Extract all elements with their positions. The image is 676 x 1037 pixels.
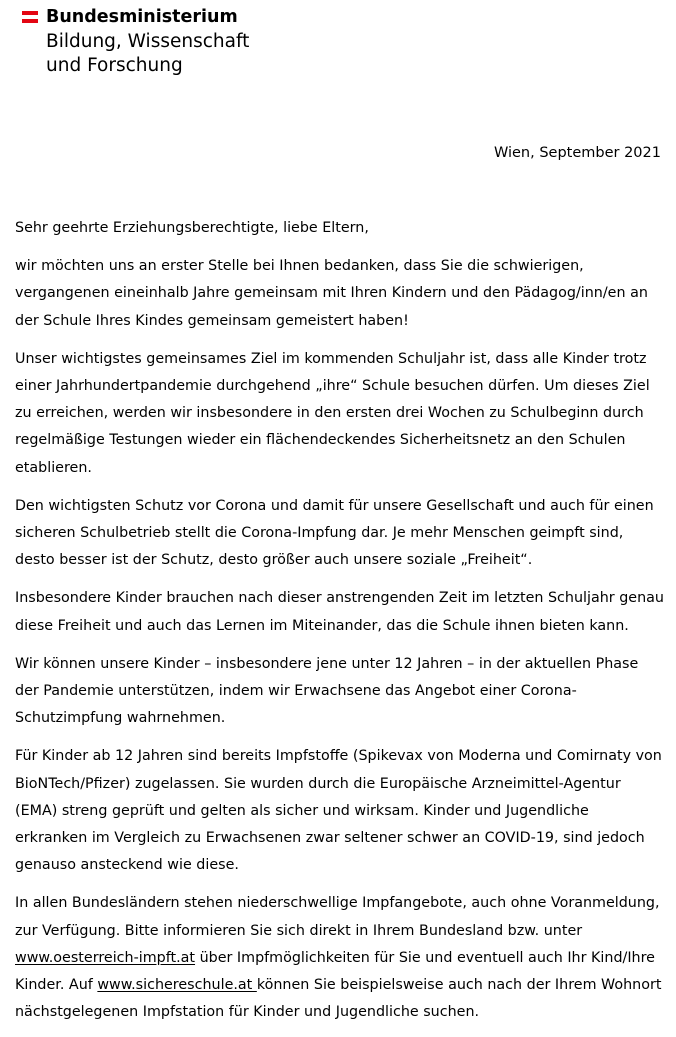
oesterreich-impft-link[interactable]: www.oesterreich-impft.at — [15, 949, 196, 966]
paragraph-children-freedom: Insbesondere Kinder brauchen nach dieser anstrengenden Zeit im letzten Schuljahr genau diese Freiheit und auch das Lernen im Miteinander, das die Schule ihnen bieten kann. — [15, 590, 664, 634]
paragraph-text-part-2: über Impfmöglichkeiten für Sie und eventuell auch Ihr Kind/Ihre Kinder. Auf — [15, 949, 655, 994]
paragraph-vaccination-offers — [15, 890, 665, 1026]
paragraph-school-goal: Unser wichtigstes gemeinsames Ziel im kommenden Schuljahr ist, dass alle Kinder trotz einer Jahrhundertpandemie durchgehend „ihre“ Schule besuchen dürfen. Um dieses Ziel zu erreichen, werden wir insbesondere in den ersten drei Wochen zu Schulbeginn durch regelmäßige Testungen wieder ein flächendeckendes Sicherheitsnetz an den Schulen etablieren. — [15, 350, 650, 476]
ministry-name-line-1: Bundesministerium — [46, 7, 238, 27]
paragraph-vaccines-approved: Für Kinder ab 12 Jahren sind bereits Impfstoffe (Spikevax von Moderna und Comirnaty von BioNTech/Pfizer) zugelassen. Sie wurden durch die Europäische Arzneimittel-Agentur (EMA) streng geprüft und gelten als sicher und wirksam. Kinder und Jugendliche erkranken im Vergleich zu Erwachsenen zwar seltener schwer an COVID-19, sind jedoch genauso ansteckend wie diese. — [15, 748, 662, 874]
paragraph-text-part-1: In allen Bundesländern stehen niederschwellige Impfangebote, auch ohne Voranmeldung, zur Verfügung. Bitte informieren Sie sich direkt in Ihrem Bundesland bzw. unter — [15, 895, 660, 939]
paragraph-text-part-3: können Sie beispielsweise auch nach der Ihrem Wohnort nächstgelegenen Impfstation für Kinder und Jugendliche suchen. — [15, 977, 662, 1021]
austria-flag-icon — [22, 11, 38, 23]
ministry-name-line-3: und Forschung — [46, 55, 183, 76]
salutation: Sehr geehrte Erziehungsberechtigte, liebe Eltern, — [15, 220, 369, 236]
ministry-name — [46, 5, 249, 79]
letter-body — [15, 215, 665, 1037]
ministry-logo — [22, 5, 322, 85]
paragraph-thanks: wir möchten uns an erster Stelle bei Ihnen bedanken, dass Sie die schwierigen, vergangenen eineinhalb Jahre gemeinsam mit Ihren Kindern und den Pädagog/inn/en an der Schule Ihres Kindes gemeinsam gemeistert haben! — [15, 258, 648, 329]
paragraph-vaccination-protection: Den wichtigsten Schutz vor Corona und damit für unsere Gesellschaft und auch für einen sicheren Schulbetrieb stellt die Corona-Impfung dar. Je mehr Menschen geimpft sind, desto besser ist der Schutz, desto größer auch unsere soziale „Freiheit“. — [15, 497, 654, 569]
paragraph-adult-support: Wir können unsere Kinder – insbesondere jene unter 12 Jahren – in der aktuellen Phase der Pandemie unterstützen, indem wir Erwachsene das Angebot einer Corona-Schutzimpfung wahrnehmen. — [15, 655, 639, 727]
ministry-name-line-2: Bildung, Wissenschaft — [46, 30, 250, 52]
letter-date: Wien, September 2021 — [493, 145, 661, 161]
sichereschule-link[interactable]: www.sichereschule.at — [97, 977, 257, 994]
flag-stripe-bottom — [22, 19, 38, 23]
